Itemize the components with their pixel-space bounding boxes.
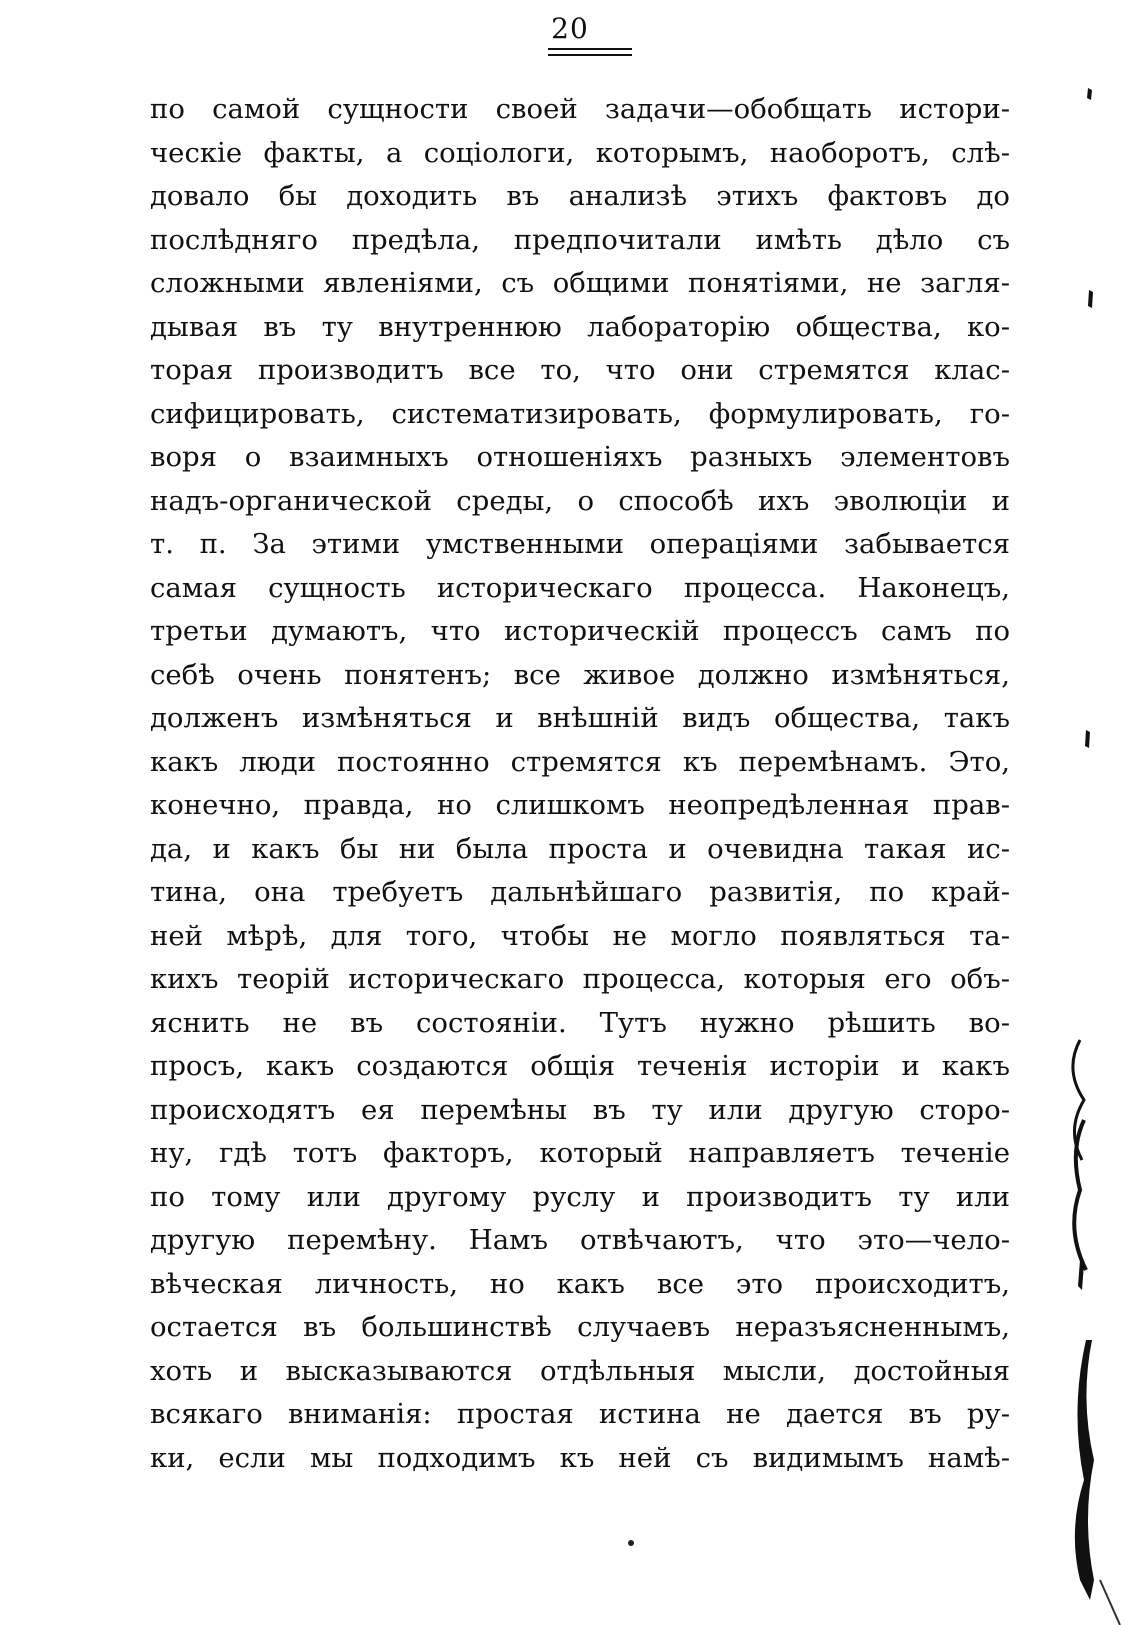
text-line: третьи думаютъ, что историческій процессъ самъ по: [150, 615, 1010, 647]
page-number-rule-top: [548, 48, 632, 50]
ink-dot: [628, 1540, 634, 1546]
text-line: ки, если мы подходимъ къ ней съ видимымъ намѣ-: [150, 1441, 1010, 1474]
text-line: дывая въ ту внутреннюю лабораторію общества, ко-: [150, 310, 1010, 343]
text-line: послѣдняго предѣла, предпочитали имѣть дѣло съ: [150, 223, 1010, 256]
text-line: яснить не въ состояніи. Тутъ нужно рѣшить во-: [150, 1006, 1010, 1039]
text-line: всякаго вниманія: простая истина не дается въ ру-: [150, 1398, 1010, 1430]
text-line: ней мѣрѣ, для того, чтобы не могло появляться та-: [150, 919, 1010, 952]
text-line: да, и какъ бы ни была проста и очевидна такая ис-: [150, 832, 1010, 865]
text-line: кихъ теорій историческаго процесса, которыя его объ-: [150, 963, 1010, 995]
text-line: долженъ измѣняться и внѣшній видъ общества, такъ: [150, 702, 1010, 734]
text-line: надъ-органической среды, о способѣ ихъ эволюціи и: [150, 484, 1010, 517]
text-line: торая производитъ все то, что они стремятся клас-: [150, 354, 1010, 386]
text-line: конечно, правда, но слишкомъ неопредѣленная прав-: [150, 789, 1010, 821]
text-line: по самой сущности своей задачи—обобщать истори-: [150, 93, 1010, 125]
text-line: сифицировать, систематизировать, формулировать, го-: [150, 397, 1010, 430]
text-line: вѣческая личность, но какъ все это происходитъ,: [150, 1267, 1010, 1300]
text-line: воря о взаимныхъ отношеніяхъ разныхъ элементовъ: [150, 441, 1010, 473]
text-line: ческіе факты, а соціологи, которымъ, наоборотъ, слѣ-: [150, 136, 1010, 169]
text-line: просъ, какъ создаются общія теченія исторіи и какъ: [150, 1050, 1010, 1082]
text-line: самая сущность историческаго процесса. Наконецъ,: [150, 571, 1010, 604]
text-line: сложными явленіями, съ общими понятіями, не загля-: [150, 267, 1010, 299]
text-line: хоть и высказываются отдѣльныя мысли, достойныя: [150, 1354, 1010, 1387]
text-line: тина, она требуетъ дальнѣйшаго развитія, по край-: [150, 876, 1010, 908]
page-edge-marks: [1060, 80, 1140, 1625]
text-line: т. п. За этими умственными операціями забывается: [150, 528, 1010, 560]
text-line: по тому или другому руслу и производитъ ту или: [150, 1180, 1010, 1213]
text-line: довало бы доходить въ анализѣ этихъ фактовъ до: [150, 180, 1010, 212]
text-line: другую перемѣну. Намъ отвѣчаютъ, что это—чело-: [150, 1224, 1010, 1256]
body-text: [150, 88, 1010, 1480]
text-line: себѣ очень понятенъ; все живое должно измѣняться,: [150, 658, 1010, 691]
page-number-rule-bottom: [548, 54, 632, 56]
text-line: остается въ большинствѣ случаевъ неразъясненнымъ,: [150, 1311, 1010, 1343]
text-line: происходятъ ея перемѣны въ ту или другую сторо-: [150, 1093, 1010, 1126]
text-line: какъ люди постоянно стремятся къ перемѣнамъ. Это,: [150, 745, 1010, 778]
page-number: 20: [551, 12, 589, 45]
text-line: ну, гдѣ тотъ факторъ, который направляетъ теченіе: [150, 1137, 1010, 1169]
